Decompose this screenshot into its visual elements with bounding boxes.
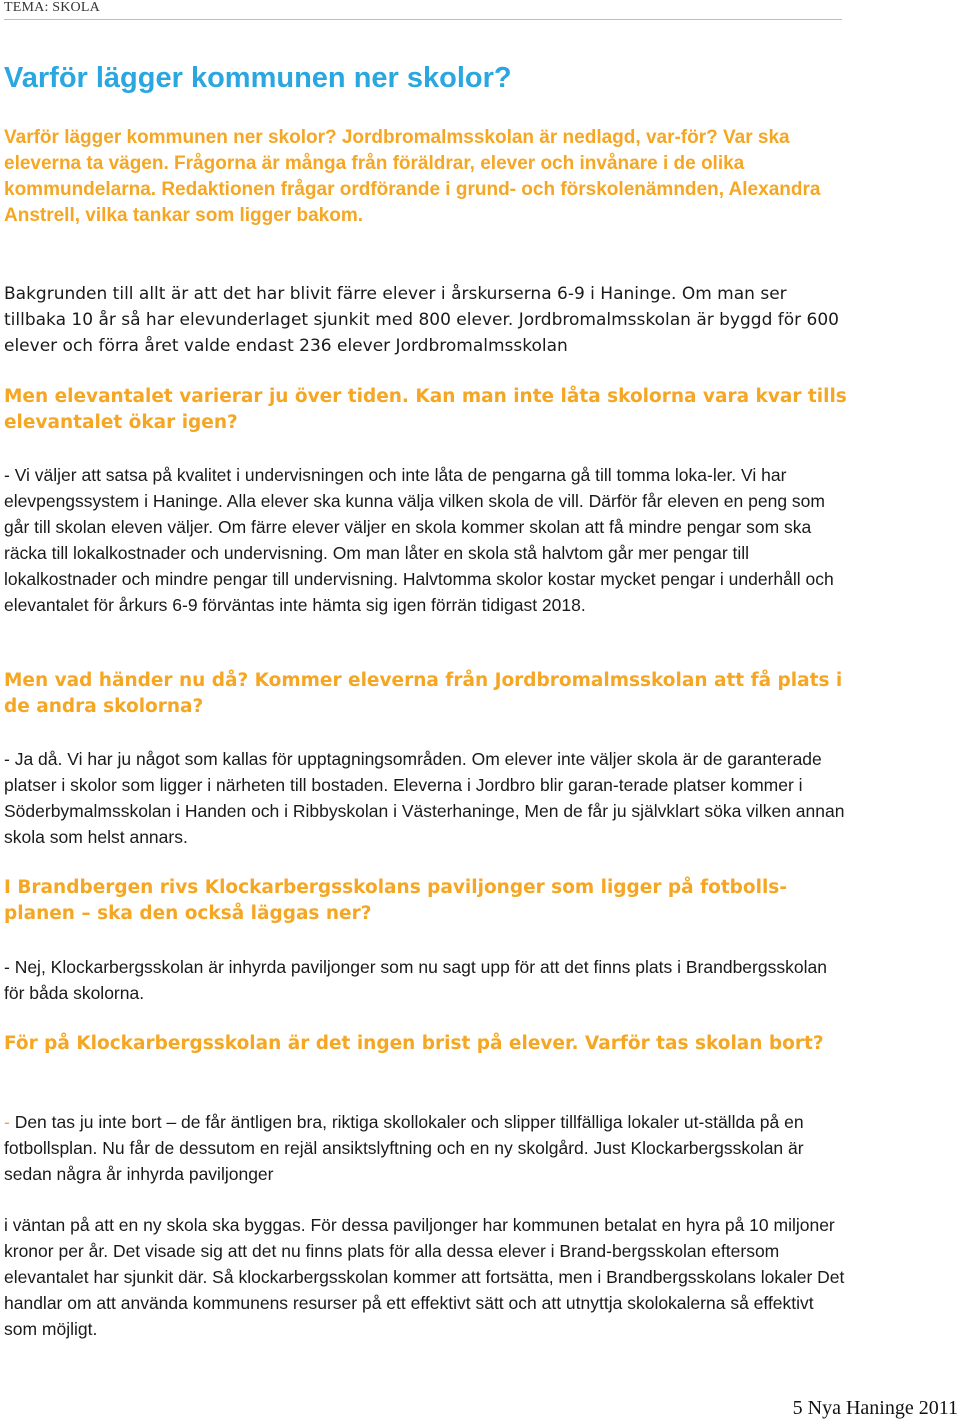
page-footer: 5 Nya Haninge 2011 bbox=[792, 1397, 958, 1419]
section-tag: TEMA: SKOLA bbox=[4, 0, 100, 15]
background-paragraph: Bakgrunden till allt är att det har blivit färre elever i årskurserna 6-9 i Haninge. Om man ser tillbaka 10 år så har elevunderlaget sjunkit med 800 elever. Jordbromalmsskolan är byggd för 600 elever och förra året valde endast 236 elever Jordbromalmsskolan bbox=[4, 284, 840, 356]
answer-2: - Ja då. Vi har ju något som kallas för upptagningsområden. Om elever inte väljer skola är de garanterade platser i skolor som ligger i närheten till bostaden. Eleverna i Jordbro blir garan-terade platser kommer i Söderbymalmsskolan i Handen och i Ribbyskolan i Västerhaninge, Men de får ju självklart söka vilken annan skola som helst annars. bbox=[4, 749, 845, 847]
header-divider bbox=[4, 19, 842, 20]
article-title: Varför lägger kommunen ner skolor? bbox=[4, 62, 512, 94]
answer-4-dash: - bbox=[4, 1112, 10, 1132]
question-3: I Brandbergen rivs Klockarbergsskolans paviljonger som ligger på fotbolls-planen – ska den också läggas ner? bbox=[4, 877, 787, 924]
answer-1: - Vi väljer att satsa på kvalitet i undervisningen och inte låta de pengarna gå till tomma loka-ler. Vi har elevpengssystem i Haninge. Alla elever ska kunna välja vilken skola de vill. Därför får eleven en peng som går till skolan eleven väljer. Om färre elever väljer en skola kommer skolan att få mindre pengar som ska räcka till lokalkostnader och undervisning. Om man låter en skola stå halvtom går mer pengar till lokalkostnader och mindre pengar till undervisning. Halvtomma skolor kostar mycket pengar i underhåll och elevantalet för årkurs 6-9 förväntas inte hämta sig igen förrän tidigast 2018. bbox=[4, 465, 834, 615]
article-lead: Varför lägger kommunen ner skolor? Jordbromalmsskolan är nedlagd, var-för? Var ska eleverna ta vägen. Frågorna är många från föräldrar, elever och invånare i de olika kommundelarna. Redaktionen frågar ordförande i grund- och förskolenämnden, Alexandra Anstrell, vilka tankar som ligger bakom. bbox=[4, 127, 821, 226]
question-4: För på Klockarbergsskolan är det ingen brist på elever. Varför tas skolan bort? bbox=[4, 1033, 824, 1054]
answer-3: - Nej, Klockarbergsskolan är inhyrda paviljonger som nu sagt upp för att det finns plats i Brandbergsskolan för båda skolorna. bbox=[4, 957, 827, 1003]
question-2: Men vad händer nu då? Kommer eleverna från Jordbromalmsskolan att få plats i de andra skolorna? bbox=[4, 670, 843, 717]
answer-4 bbox=[4, 1109, 849, 1187]
answer-4-text: Den tas ju inte bort – de får äntligen bra, riktiga skollokaler och slipper tillfälliga lokaler ut-ställda på en fotbollsplan. Nu får de dessutom en rejäl ansiktslyftning och en ny skolgård. Just Klockarbergsskolan är sedan några år inhyrda paviljonger bbox=[4, 1112, 804, 1184]
answer-4-continued: i väntan på att en ny skola ska byggas. För dessa paviljonger har kommunen betalat en hyra på 10 miljoner kronor per år. Det visade sig att det nu finns plats för alla dessa elever i Brand-bergsskolan eftersom elevantalet har sjunkit där. Så klockarbergsskolan kommer att fortsätta, men i Brandbergsskolans lokaler Det handlar om att använda kommunens resurser på ett effektivt sätt och att utnyttja skolokalerna så effektivt som möjligt. bbox=[4, 1215, 845, 1339]
question-1: Men elevantalet varierar ju över tiden. Kan man inte låta skolorna vara kvar tills elevantalet ökar igen? bbox=[4, 386, 847, 433]
